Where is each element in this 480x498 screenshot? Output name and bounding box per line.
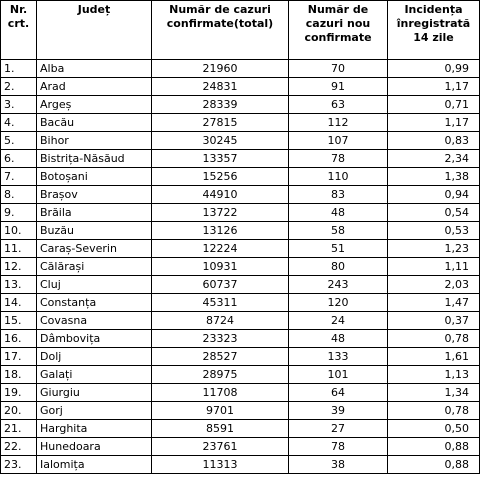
table-row: [1, 456, 480, 474]
county-name-cell: Galați: [37, 366, 152, 384]
row-number-cell: 13.: [1, 276, 37, 294]
table-row: [1, 114, 480, 132]
county-name-cell: Argeș: [37, 96, 152, 114]
new-cases-cell: 78: [289, 150, 388, 168]
incidence-rate-cell: 0,99: [388, 60, 480, 78]
county-name-cell: Covasna: [37, 312, 152, 330]
incidence-rate-cell: 0,71: [388, 96, 480, 114]
total-cases-cell: 30245: [152, 132, 289, 150]
header-incidence-line: 14 zile: [413, 31, 454, 44]
county-name-cell: Harghita: [37, 420, 152, 438]
table-row: [1, 366, 480, 384]
county-name-cell: Alba: [37, 60, 152, 78]
total-cases-cell: 12224: [152, 240, 289, 258]
header-new-line: cazuri nou: [305, 17, 371, 30]
new-cases-cell: 24: [289, 312, 388, 330]
county-name-cell: Constanța: [37, 294, 152, 312]
total-cases-cell: 21960: [152, 60, 289, 78]
row-number-cell: 2.: [1, 78, 37, 96]
table-row: [1, 222, 480, 240]
table-row: [1, 312, 480, 330]
county-name-cell: Gorj: [37, 402, 152, 420]
row-number-cell: 22.: [1, 438, 37, 456]
table-row: [1, 186, 480, 204]
new-cases-cell: 120: [289, 294, 388, 312]
table-row: [1, 330, 480, 348]
incidence-rate-cell: 1,17: [388, 114, 480, 132]
new-cases-cell: 80: [289, 258, 388, 276]
header-total-line: confirmate(total): [166, 17, 274, 30]
incidence-rate-cell: 0,78: [388, 402, 480, 420]
row-number-cell: 7.: [1, 168, 37, 186]
incidence-rate-cell: 0,83: [388, 132, 480, 150]
total-cases-cell: 10931: [152, 258, 289, 276]
table-row: [1, 438, 480, 456]
new-cases-cell: 27: [289, 420, 388, 438]
header-new-line: confirmate: [304, 31, 372, 44]
new-cases-cell: 70: [289, 60, 388, 78]
new-cases-cell: 91: [289, 78, 388, 96]
new-cases-cell: 63: [289, 96, 388, 114]
row-number-cell: 15.: [1, 312, 37, 330]
total-cases-cell: 11708: [152, 384, 289, 402]
row-number-cell: 4.: [1, 114, 37, 132]
incidence-rate-cell: 1,23: [388, 240, 480, 258]
table-row: [1, 96, 480, 114]
row-number-cell: 11.: [1, 240, 37, 258]
incidence-rate-cell: 1,47: [388, 294, 480, 312]
header-new-line: Număr de: [307, 3, 369, 16]
total-cases-cell: 15256: [152, 168, 289, 186]
header-incidence-line: Incidența: [404, 3, 463, 16]
county-name-cell: Ialomița: [37, 456, 152, 474]
table-row: [1, 420, 480, 438]
table-row: [1, 402, 480, 420]
total-cases-cell: 28339: [152, 96, 289, 114]
new-cases-cell: 64: [289, 384, 388, 402]
county-name-cell: Arad: [37, 78, 152, 96]
incidence-rate-cell: 0,54: [388, 204, 480, 222]
county-name-cell: Bistrița-Năsăud: [37, 150, 152, 168]
new-cases-cell: 101: [289, 366, 388, 384]
county-name-cell: Bacău: [37, 114, 152, 132]
incidence-rate-cell: 1,34: [388, 384, 480, 402]
row-number-cell: 16.: [1, 330, 37, 348]
total-cases-cell: 9701: [152, 402, 289, 420]
header-incidence: [388, 1, 480, 60]
row-number-cell: 5.: [1, 132, 37, 150]
new-cases-cell: 38: [289, 456, 388, 474]
row-number-cell: 1.: [1, 60, 37, 78]
header-nr-line: Nr.: [9, 3, 28, 16]
incidence-rate-cell: 1,11: [388, 258, 480, 276]
county-name-cell: Brăila: [37, 204, 152, 222]
table-row: [1, 384, 480, 402]
incidence-rate-cell: 0,37: [388, 312, 480, 330]
total-cases-cell: 60737: [152, 276, 289, 294]
county-name-cell: Dâmbovița: [37, 330, 152, 348]
county-name-cell: Călărași: [37, 258, 152, 276]
incidence-rate-cell: 2,03: [388, 276, 480, 294]
row-number-cell: 19.: [1, 384, 37, 402]
row-number-cell: 9.: [1, 204, 37, 222]
table-header: [1, 1, 480, 60]
table-row: [1, 132, 480, 150]
row-number-cell: 20.: [1, 402, 37, 420]
row-number-cell: 23.: [1, 456, 37, 474]
new-cases-cell: 112: [289, 114, 388, 132]
table-row: [1, 204, 480, 222]
new-cases-cell: 243: [289, 276, 388, 294]
header-nr-line: crt.: [7, 17, 30, 30]
table-row: [1, 258, 480, 276]
county-name-cell: Botoșani: [37, 168, 152, 186]
county-name-cell: Caraș-Severin: [37, 240, 152, 258]
total-cases-cell: 28975: [152, 366, 289, 384]
county-name-cell: Giurgiu: [37, 384, 152, 402]
table-row: [1, 276, 480, 294]
total-cases-cell: 23761: [152, 438, 289, 456]
table-row: [1, 78, 480, 96]
incidence-rate-cell: 0,78: [388, 330, 480, 348]
total-cases-cell: 13126: [152, 222, 289, 240]
header-new-cases: [289, 1, 388, 60]
incidence-rate-cell: 2,34: [388, 150, 480, 168]
total-cases-cell: 44910: [152, 186, 289, 204]
incidence-rate-cell: 1,17: [388, 78, 480, 96]
new-cases-cell: 78: [289, 438, 388, 456]
row-number-cell: 3.: [1, 96, 37, 114]
new-cases-cell: 58: [289, 222, 388, 240]
new-cases-cell: 39: [289, 402, 388, 420]
incidence-rate-cell: 0,53: [388, 222, 480, 240]
county-name-cell: Brașov: [37, 186, 152, 204]
county-name-cell: Cluj: [37, 276, 152, 294]
total-cases-cell: 13357: [152, 150, 289, 168]
total-cases-cell: 13722: [152, 204, 289, 222]
table-row: [1, 348, 480, 366]
total-cases-cell: 28527: [152, 348, 289, 366]
incidence-rate-cell: 0,50: [388, 420, 480, 438]
header-total-line: Număr de cazuri: [169, 3, 271, 16]
row-number-cell: 17.: [1, 348, 37, 366]
total-cases-cell: 24831: [152, 78, 289, 96]
table-row: [1, 294, 480, 312]
new-cases-cell: 110: [289, 168, 388, 186]
header-judet-line: Județ: [77, 3, 111, 16]
new-cases-cell: 51: [289, 240, 388, 258]
incidence-rate-cell: 0,88: [388, 456, 480, 474]
new-cases-cell: 107: [289, 132, 388, 150]
county-name-cell: Buzău: [37, 222, 152, 240]
new-cases-cell: 48: [289, 330, 388, 348]
header-nr: [1, 1, 37, 60]
county-name-cell: Hunedoara: [37, 438, 152, 456]
new-cases-cell: 83: [289, 186, 388, 204]
row-number-cell: 6.: [1, 150, 37, 168]
header-row: [1, 1, 480, 60]
table-row: [1, 168, 480, 186]
county-name-cell: Bihor: [37, 132, 152, 150]
incidence-rate-cell: 1,13: [388, 366, 480, 384]
row-number-cell: 14.: [1, 294, 37, 312]
total-cases-cell: 23323: [152, 330, 289, 348]
row-number-cell: 12.: [1, 258, 37, 276]
header-total-cases: [152, 1, 289, 60]
incidence-rate-cell: 0,88: [388, 438, 480, 456]
total-cases-cell: 8591: [152, 420, 289, 438]
incidence-rate-cell: 1,61: [388, 348, 480, 366]
row-number-cell: 21.: [1, 420, 37, 438]
county-name-cell: Dolj: [37, 348, 152, 366]
table-row: [1, 240, 480, 258]
header-judet: [37, 1, 152, 60]
table-body: [1, 60, 480, 474]
row-number-cell: 18.: [1, 366, 37, 384]
incidence-rate-cell: 1,38: [388, 168, 480, 186]
row-number-cell: 10.: [1, 222, 37, 240]
total-cases-cell: 45311: [152, 294, 289, 312]
table-row: [1, 60, 480, 78]
row-number-cell: 8.: [1, 186, 37, 204]
total-cases-cell: 11313: [152, 456, 289, 474]
new-cases-cell: 48: [289, 204, 388, 222]
table-row: [1, 150, 480, 168]
total-cases-cell: 27815: [152, 114, 289, 132]
new-cases-cell: 133: [289, 348, 388, 366]
total-cases-cell: 8724: [152, 312, 289, 330]
header-incidence-line: înregistrată: [396, 17, 471, 30]
incidence-rate-cell: 0,94: [388, 186, 480, 204]
